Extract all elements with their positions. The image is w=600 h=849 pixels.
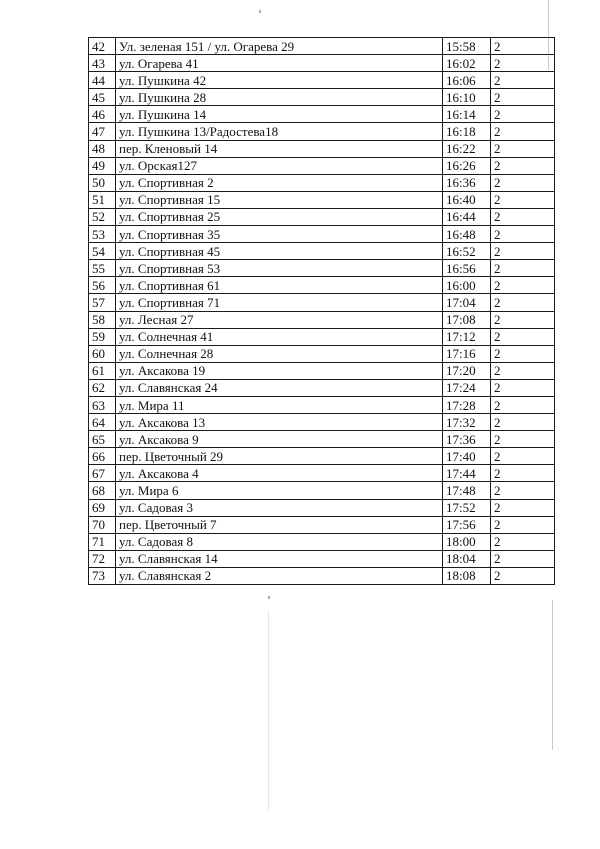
count-cell: 2: [491, 106, 555, 123]
count-cell: 2: [491, 174, 555, 191]
row-number-cell: 69: [89, 499, 116, 516]
address-cell: ул. Славянская 24: [116, 379, 443, 396]
table-row: [89, 55, 555, 72]
scan-speck: [259, 10, 261, 13]
address-cell: ул. Спортивная 2: [116, 174, 443, 191]
count-cell: 2: [491, 311, 555, 328]
table-row: [89, 38, 555, 55]
address-cell: ул. Славянская 2: [116, 567, 443, 584]
row-number-cell: 56: [89, 277, 116, 294]
count-cell: 2: [491, 243, 555, 260]
address-cell: ул. Спортивная 61: [116, 277, 443, 294]
time-cell: 17:56: [443, 516, 491, 533]
table-row: [89, 379, 555, 396]
address-cell: ул. Пушкина 42: [116, 72, 443, 89]
table-row: [89, 431, 555, 448]
row-number-cell: 55: [89, 260, 116, 277]
address-cell: ул. Спортивная 45: [116, 243, 443, 260]
row-number-cell: 49: [89, 157, 116, 174]
time-cell: 17:32: [443, 414, 491, 431]
time-cell: 17:36: [443, 431, 491, 448]
row-number-cell: 71: [89, 533, 116, 550]
table-row: [89, 516, 555, 533]
time-cell: 16:22: [443, 140, 491, 157]
count-cell: 2: [491, 328, 555, 345]
count-cell: 2: [491, 260, 555, 277]
address-cell: ул. Аксакова 13: [116, 414, 443, 431]
time-cell: 16:44: [443, 208, 491, 225]
row-number-cell: 62: [89, 379, 116, 396]
count-cell: 2: [491, 362, 555, 379]
table-row: [89, 106, 555, 123]
time-cell: 17:24: [443, 379, 491, 396]
count-cell: 2: [491, 379, 555, 396]
address-cell: ул. Солнечная 28: [116, 345, 443, 362]
address-cell: ул. Пушкина 28: [116, 89, 443, 106]
time-cell: 17:12: [443, 328, 491, 345]
table-body: [89, 38, 555, 585]
count-cell: 2: [491, 191, 555, 208]
table-row: [89, 243, 555, 260]
time-cell: 18:08: [443, 567, 491, 584]
table-row: [89, 567, 555, 584]
table-row: [89, 499, 555, 516]
time-cell: 16:18: [443, 123, 491, 140]
table-row: [89, 191, 555, 208]
time-cell: 17:08: [443, 311, 491, 328]
address-cell: ул. Спортивная 15: [116, 191, 443, 208]
time-cell: 16:26: [443, 157, 491, 174]
row-number-cell: 45: [89, 89, 116, 106]
table-row: [89, 140, 555, 157]
table-row: [89, 72, 555, 89]
table-row: [89, 277, 555, 294]
table-row: [89, 482, 555, 499]
time-cell: 17:16: [443, 345, 491, 362]
address-cell: ул. Славянская 14: [116, 550, 443, 567]
table-row: [89, 414, 555, 431]
table-row: [89, 396, 555, 413]
table-row: [89, 174, 555, 191]
time-cell: 16:02: [443, 55, 491, 72]
row-number-cell: 42: [89, 38, 116, 55]
address-cell: ул. Спортивная 71: [116, 294, 443, 311]
table-row: [89, 260, 555, 277]
address-cell: ул. Пушкина 13/Радостева18: [116, 123, 443, 140]
route-schedule-table: [88, 37, 555, 585]
time-cell: 16:14: [443, 106, 491, 123]
scan-artifact-line: [552, 600, 553, 750]
row-number-cell: 51: [89, 191, 116, 208]
address-cell: ул. Пушкина 14: [116, 106, 443, 123]
address-cell: ул. Спортивная 25: [116, 208, 443, 225]
row-number-cell: 70: [89, 516, 116, 533]
row-number-cell: 53: [89, 226, 116, 243]
table-row: [89, 311, 555, 328]
time-cell: 17:52: [443, 499, 491, 516]
address-cell: ул. Солнечная 41: [116, 328, 443, 345]
row-number-cell: 44: [89, 72, 116, 89]
address-cell: ул. Орская127: [116, 157, 443, 174]
time-cell: 16:00: [443, 277, 491, 294]
count-cell: 2: [491, 414, 555, 431]
row-number-cell: 43: [89, 55, 116, 72]
table-row: [89, 226, 555, 243]
time-cell: 17:48: [443, 482, 491, 499]
count-cell: 2: [491, 123, 555, 140]
time-cell: 16:36: [443, 174, 491, 191]
time-cell: 17:44: [443, 465, 491, 482]
address-cell: пер. Цветочный 7: [116, 516, 443, 533]
row-number-cell: 68: [89, 482, 116, 499]
count-cell: 2: [491, 38, 555, 55]
time-cell: 16:06: [443, 72, 491, 89]
time-cell: 18:00: [443, 533, 491, 550]
table-row: [89, 328, 555, 345]
address-cell: пер. Цветочный 29: [116, 448, 443, 465]
table-row: [89, 345, 555, 362]
address-cell: ул. Садовая 8: [116, 533, 443, 550]
time-cell: 17:20: [443, 362, 491, 379]
time-cell: 16:52: [443, 243, 491, 260]
count-cell: 2: [491, 567, 555, 584]
count-cell: 2: [491, 55, 555, 72]
row-number-cell: 54: [89, 243, 116, 260]
row-number-cell: 73: [89, 567, 116, 584]
table-row: [89, 550, 555, 567]
row-number-cell: 46: [89, 106, 116, 123]
table-row: [89, 123, 555, 140]
address-cell: ул. Аксакова 9: [116, 431, 443, 448]
count-cell: 2: [491, 345, 555, 362]
address-cell: ул. Мира 11: [116, 396, 443, 413]
address-cell: ул. Огарева 41: [116, 55, 443, 72]
time-cell: 17:40: [443, 448, 491, 465]
time-cell: 16:56: [443, 260, 491, 277]
address-cell: пер. Кленовый 14: [116, 140, 443, 157]
row-number-cell: 72: [89, 550, 116, 567]
time-cell: 17:04: [443, 294, 491, 311]
address-cell: ул. Аксакова 4: [116, 465, 443, 482]
row-number-cell: 60: [89, 345, 116, 362]
time-cell: 16:40: [443, 191, 491, 208]
row-number-cell: 63: [89, 396, 116, 413]
address-cell: ул. Спортивная 35: [116, 226, 443, 243]
scan-speck: [268, 596, 270, 599]
table-row: [89, 465, 555, 482]
table-row: [89, 448, 555, 465]
count-cell: 2: [491, 89, 555, 106]
scan-artifact-line: [268, 610, 269, 810]
count-cell: 2: [491, 157, 555, 174]
time-cell: 15:58: [443, 38, 491, 55]
row-number-cell: 61: [89, 362, 116, 379]
count-cell: 2: [491, 482, 555, 499]
row-number-cell: 66: [89, 448, 116, 465]
count-cell: 2: [491, 533, 555, 550]
table-row: [89, 157, 555, 174]
count-cell: 2: [491, 226, 555, 243]
count-cell: 2: [491, 448, 555, 465]
row-number-cell: 48: [89, 140, 116, 157]
scan-artifact-line: [548, 0, 549, 70]
address-cell: ул. Спортивная 53: [116, 260, 443, 277]
time-cell: 18:04: [443, 550, 491, 567]
count-cell: 2: [491, 396, 555, 413]
row-number-cell: 65: [89, 431, 116, 448]
row-number-cell: 50: [89, 174, 116, 191]
time-cell: 16:48: [443, 226, 491, 243]
count-cell: 2: [491, 550, 555, 567]
count-cell: 2: [491, 72, 555, 89]
table-row: [89, 362, 555, 379]
count-cell: 2: [491, 465, 555, 482]
table-row: [89, 208, 555, 225]
count-cell: 2: [491, 140, 555, 157]
address-cell: ул. Мира 6: [116, 482, 443, 499]
count-cell: 2: [491, 294, 555, 311]
count-cell: 2: [491, 516, 555, 533]
time-cell: 17:28: [443, 396, 491, 413]
count-cell: 2: [491, 208, 555, 225]
count-cell: 2: [491, 277, 555, 294]
count-cell: 2: [491, 431, 555, 448]
row-number-cell: 59: [89, 328, 116, 345]
address-cell: ул. Лесная 27: [116, 311, 443, 328]
count-cell: 2: [491, 499, 555, 516]
table-row: [89, 89, 555, 106]
row-number-cell: 47: [89, 123, 116, 140]
row-number-cell: 52: [89, 208, 116, 225]
row-number-cell: 64: [89, 414, 116, 431]
time-cell: 16:10: [443, 89, 491, 106]
table-row: [89, 294, 555, 311]
address-cell: Ул. зеленая 151 / ул. Огарева 29: [116, 38, 443, 55]
table-row: [89, 533, 555, 550]
address-cell: ул. Аксакова 19: [116, 362, 443, 379]
address-cell: ул. Садовая 3: [116, 499, 443, 516]
row-number-cell: 67: [89, 465, 116, 482]
row-number-cell: 58: [89, 311, 116, 328]
row-number-cell: 57: [89, 294, 116, 311]
